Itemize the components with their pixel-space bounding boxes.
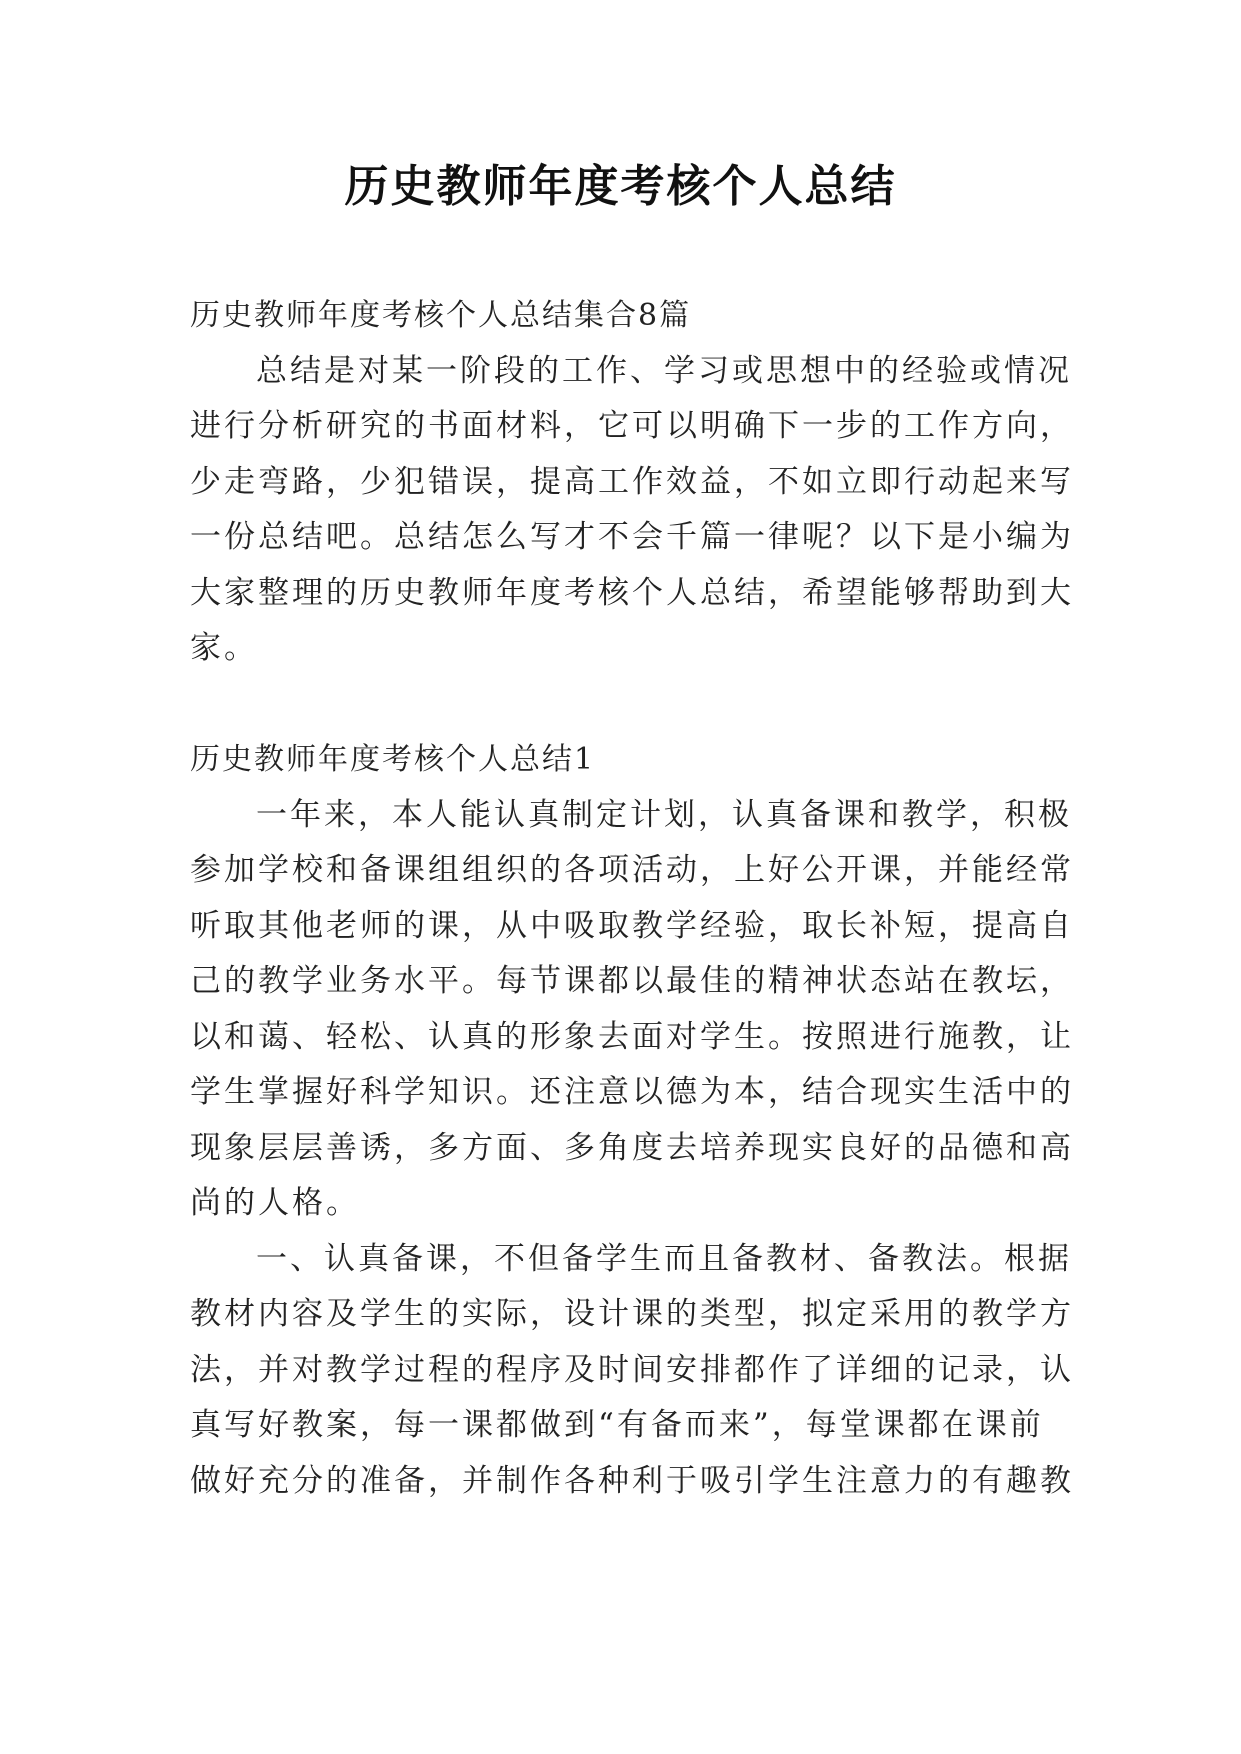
- paragraph-1: [190, 788, 1074, 1232]
- intro-line: 总结是对某一阶段的工作、学习或思想中的经验或情况: [256, 352, 1072, 389]
- document-title: 历史教师年度考核个人总结: [344, 161, 897, 212]
- paragraph-line: 以和蔼、轻松、认真的形象去面对学生。按照进行施教，让: [190, 1018, 1074, 1055]
- intro-paragraph: [190, 344, 1074, 677]
- document-subtitle: 历史教师年度考核个人总结集合8篇: [190, 298, 692, 333]
- paragraph-line: 参加学校和备课组组织的各项活动，上好公开课，并能经常: [190, 852, 1074, 888]
- paragraph-line: 一、认真备课，不但备学生而且备教材、备教法。根据: [256, 1240, 1072, 1277]
- paragraph-line: 教材内容及学生的实际，设计课的类型，拟定采用的教学方: [190, 1296, 1074, 1332]
- intro-line: 大家整理的历史教师年度考核个人总结，希望能够帮助到大: [190, 574, 1074, 611]
- paragraph-2: [190, 1232, 1074, 1510]
- intro-line: 进行分析研究的书面材料，它可以明确下一步的工作方向，: [190, 408, 1074, 444]
- paragraph-line: 尚的人格。: [190, 1185, 360, 1221]
- intro-line: 少走弯路，少犯错误，提高工作效益，不如立即行动起来写: [190, 463, 1074, 500]
- paragraph-line: 一年来，本人能认真制定计划，认真备课和教学，积极: [256, 796, 1072, 833]
- intro-line: 家。: [190, 630, 258, 666]
- paragraph-line: 己的教学业务水平。每节课都以最佳的精神状态站在教坛，: [190, 963, 1074, 999]
- document-body: [190, 288, 1074, 1509]
- paragraph-line: 真写好教案，每一课都做到“有备而来”，每堂课都在课前: [190, 1407, 1044, 1443]
- paragraph-line: 做好充分的准备，并制作各种利于吸引学生注意力的有趣教: [190, 1462, 1074, 1499]
- paragraph-line: 学生掌握好科学知识。还注意以德为本，结合现实生活中的: [190, 1074, 1074, 1110]
- intro-line: 一份总结吧。总结怎么写才不会千篇一律呢？以下是小编为: [190, 519, 1074, 555]
- paragraph-line: 法，并对教学过程的程序及时间安排都作了详细的记录，认: [190, 1351, 1074, 1388]
- paragraph-line: 听取其他老师的课，从中吸取教学经验，取长补短，提高自: [190, 907, 1074, 944]
- paragraph-gap: [190, 677, 1060, 733]
- section-heading: 历史教师年度考核个人总结1: [190, 742, 596, 777]
- paragraph-line: 现象层层善诱，多方面、多角度去培养现实良好的品德和高: [190, 1129, 1074, 1166]
